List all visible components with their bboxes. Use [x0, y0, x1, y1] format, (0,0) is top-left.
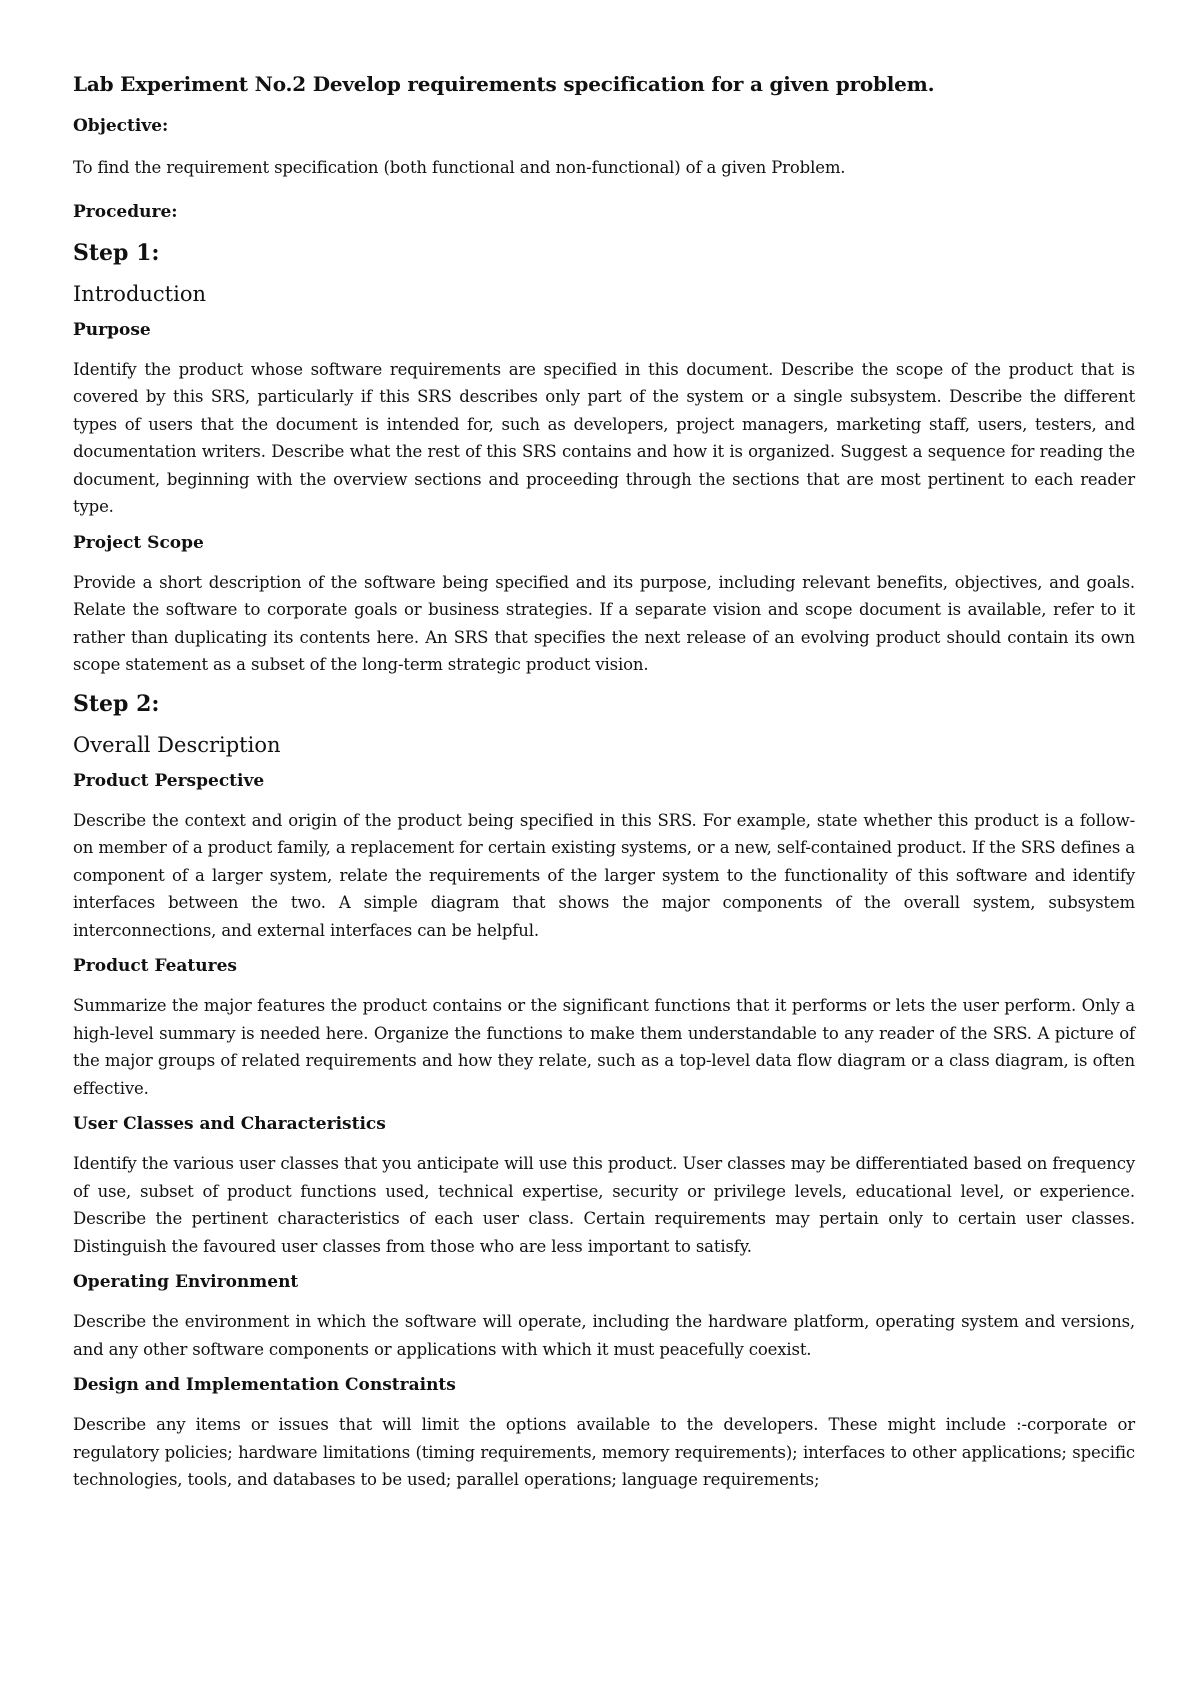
product-features-heading: Product Features — [73, 956, 237, 976]
design-constraints-heading: Design and Implementation Constraints — [73, 1375, 456, 1395]
design-constraints-text: Describe any items or issues that will limit the options available to the developers. These might include :-corporate or regulatory policies; hardware limitations (timing requirements, memory requirements); interfaces to other applications; specific technologies, tools, and databases to be used; parallel operations; language requirements; — [73, 1415, 1135, 1489]
user-classes-heading: User Classes and Characteristics — [73, 1114, 386, 1134]
product-perspective-heading: Product Perspective — [73, 770, 265, 791]
introduction-heading: Introduction — [73, 281, 206, 306]
objective-text: To find the requirement specification (both functional and non-functional) of a given Problem. — [73, 158, 846, 177]
purpose-text: Identify the product whose software requirements are specified in this document. Describe the scope of the product that is covered by this SRS, particularly if this SRS describes only part of the system or a single subsystem. Describe the different types of users that the document is intended for, such as developers, project managers, marketing staff, users, testers, and documentation writers. Describe what the rest of this SRS contains and how it is organized. Suggest a sequence for reading the document, beginning with the overview sections and proceeding through the sections that are most pertinent to each reader type. — [73, 359, 1135, 516]
operating-environment-heading: Operating Environment — [73, 1272, 299, 1292]
product-perspective-text: Describe the context and origin of the product being specified in this SRS. For example, state whether this product is a follow-on member of a product family, a replacement for certain existing systems, or a new, self-contained product. If the SRS defines a component of a larger system, relate the requirements of the larger system to the functionality of this software and identify interfaces between the two. A simple diagram that shows the major components of the overall system, subsystem interconnections, and external interfaces can be helpful. — [73, 810, 1135, 940]
step2-label: Step 2: — [73, 690, 160, 717]
project-scope-heading: Project Scope — [73, 532, 204, 553]
overall-description-heading: Overall Description — [73, 732, 281, 757]
step1-label: Step 1: — [73, 239, 160, 266]
procedure-label: Procedure: — [73, 201, 178, 222]
purpose-heading: Purpose — [73, 319, 151, 340]
project-scope-text: Provide a short description of the software being specified and its purpose, including relevant benefits, objectives, and goals. Relate the software to corporate goals or business strategies. If a separate vision and scope document is available, refer to it rather than duplicating its contents here. An SRS that specifies the next release of an evolving product should contain its own scope statement as a subset of the long-term strategic product vision. — [73, 572, 1135, 674]
user-classes-text: Identify the various user classes that you anticipate will use this product. User classes may be differentiated based on frequency of use, subset of product functions used, technical expertise, security or privilege levels, educational level, or experience. Describe the pertinent characteristics of each user class. Certain requirements may pertain only to certain user classes. Distinguish the favoured user classes from those who are less important to satisfy. — [73, 1154, 1135, 1256]
product-features-text: Summarize the major features the product contains or the significant functions that it performs or lets the user perform. Only a high-level summary is needed here. Organize the functions to make them understandable to any reader of the SRS. A picture of the major groups of related requirements and how they relate, such as a top-level data flow diagram or a class diagram, is often effective. — [73, 996, 1135, 1098]
operating-environment-text: Describe the environment in which the software will operate, including the hardware platform, operating system and versions, and any other software components or applications with which it must peacefully coexist. — [73, 1312, 1135, 1359]
document-title: Lab Experiment No.2 Develop requirements specification for a given problem. — [73, 72, 935, 96]
document-page — [73, 72, 1135, 1506]
objective-label: Objective: — [73, 116, 169, 136]
